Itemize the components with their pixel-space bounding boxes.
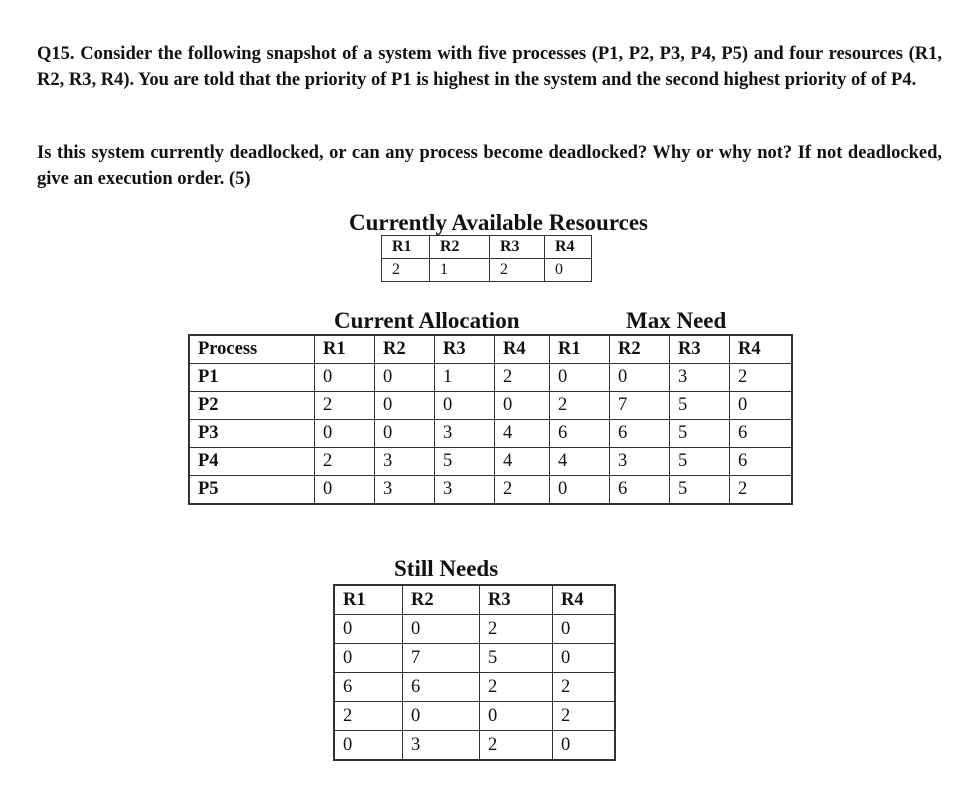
value-cell: 0 bbox=[545, 259, 592, 282]
value-cell: 0 bbox=[553, 644, 615, 673]
allocation-table bbox=[189, 335, 792, 504]
header-cell: R3 bbox=[490, 236, 545, 259]
value-cell: 0 bbox=[315, 364, 375, 392]
table-header-row bbox=[335, 586, 615, 615]
value-cell: 0 bbox=[403, 615, 480, 644]
header-cell: R1 bbox=[315, 336, 375, 364]
question-prompt: Is this system currently deadlocked, or can any process become deadlocked? Why or why not? If not deadlocked, give an execution order. (5) bbox=[37, 143, 942, 189]
value-cell: 2 bbox=[553, 702, 615, 731]
value-cell: 2 bbox=[315, 448, 375, 476]
value-cell: 3 bbox=[375, 476, 435, 504]
value-cell: 6 bbox=[610, 420, 670, 448]
value-cell: 0 bbox=[315, 420, 375, 448]
value-cell: 3 bbox=[610, 448, 670, 476]
value-cell: 2 bbox=[730, 364, 792, 392]
header-cell: R1 bbox=[550, 336, 610, 364]
question-text: Q15. Consider the following snapshot of a system with five processes (P1, P2, P3, P4, P5) and four resources (R1, R2, R3, R4). You are told that the priority of P1 is highest in the system and the second highest priority of of P4. bbox=[37, 44, 942, 90]
value-cell: 2 bbox=[553, 673, 615, 702]
table-row bbox=[190, 392, 792, 420]
header-cell: Process bbox=[190, 336, 315, 364]
value-cell: 0 bbox=[335, 731, 403, 760]
value-cell: 5 bbox=[670, 420, 730, 448]
value-cell: 6 bbox=[550, 420, 610, 448]
process-cell: P5 bbox=[190, 476, 315, 504]
value-cell: 5 bbox=[670, 476, 730, 504]
value-cell: 0 bbox=[315, 476, 375, 504]
header-cell: R3 bbox=[670, 336, 730, 364]
header-cell: R4 bbox=[545, 236, 592, 259]
value-cell: 0 bbox=[550, 476, 610, 504]
value-cell: 6 bbox=[335, 673, 403, 702]
value-cell: 0 bbox=[553, 731, 615, 760]
value-cell: 2 bbox=[480, 615, 553, 644]
table-row bbox=[335, 644, 615, 673]
value-cell: 2 bbox=[495, 364, 550, 392]
value-cell: 5 bbox=[670, 448, 730, 476]
value-cell: 2 bbox=[382, 259, 430, 282]
header-cell: R1 bbox=[335, 586, 403, 615]
value-cell: 0 bbox=[553, 615, 615, 644]
value-cell: 5 bbox=[670, 392, 730, 420]
header-cell: R2 bbox=[403, 586, 480, 615]
value-cell: 4 bbox=[495, 448, 550, 476]
value-cell: 2 bbox=[315, 392, 375, 420]
table-row bbox=[190, 476, 792, 504]
value-cell: 0 bbox=[610, 364, 670, 392]
header-cell: R3 bbox=[480, 586, 553, 615]
table-row bbox=[335, 673, 615, 702]
value-cell: 6 bbox=[730, 420, 792, 448]
value-cell: 0 bbox=[495, 392, 550, 420]
table-row bbox=[190, 364, 792, 392]
value-cell: 4 bbox=[495, 420, 550, 448]
value-cell: 0 bbox=[403, 702, 480, 731]
value-cell: 6 bbox=[730, 448, 792, 476]
value-cell: 4 bbox=[550, 448, 610, 476]
header-cell: R2 bbox=[430, 236, 490, 259]
available-resources-title: Currently Available Resources bbox=[349, 210, 648, 235]
table-header-row bbox=[190, 336, 792, 364]
table-row bbox=[190, 448, 792, 476]
process-cell: P3 bbox=[190, 420, 315, 448]
header-cell: R4 bbox=[730, 336, 792, 364]
value-cell: 0 bbox=[335, 615, 403, 644]
value-cell: 2 bbox=[480, 673, 553, 702]
value-cell: 1 bbox=[435, 364, 495, 392]
value-cell: 5 bbox=[480, 644, 553, 673]
value-cell: 3 bbox=[670, 364, 730, 392]
header-cell: R2 bbox=[375, 336, 435, 364]
value-cell: 5 bbox=[435, 448, 495, 476]
value-cell: 0 bbox=[730, 392, 792, 420]
value-cell: 0 bbox=[375, 392, 435, 420]
table-row bbox=[335, 702, 615, 731]
value-cell: 2 bbox=[495, 476, 550, 504]
value-cell: 1 bbox=[430, 259, 490, 282]
value-cell: 2 bbox=[480, 731, 553, 760]
process-cell: P4 bbox=[190, 448, 315, 476]
max-need-title: Max Need bbox=[626, 308, 727, 333]
value-cell: 2 bbox=[335, 702, 403, 731]
value-cell: 3 bbox=[403, 731, 480, 760]
still-needs-table bbox=[334, 585, 615, 760]
value-cell: 0 bbox=[335, 644, 403, 673]
value-cell: 3 bbox=[375, 448, 435, 476]
header-cell: R2 bbox=[610, 336, 670, 364]
header-cell: R1 bbox=[382, 236, 430, 259]
table-row bbox=[382, 259, 592, 282]
value-cell: 6 bbox=[610, 476, 670, 504]
value-cell: 0 bbox=[480, 702, 553, 731]
table-row bbox=[335, 731, 615, 760]
value-cell: 2 bbox=[730, 476, 792, 504]
value-cell: 0 bbox=[375, 364, 435, 392]
header-cell: R3 bbox=[435, 336, 495, 364]
header-cell: R4 bbox=[495, 336, 550, 364]
table-header-row bbox=[382, 236, 592, 259]
header-cell: R4 bbox=[553, 586, 615, 615]
value-cell: 6 bbox=[403, 673, 480, 702]
value-cell: 7 bbox=[610, 392, 670, 420]
table-row bbox=[335, 615, 615, 644]
value-cell: 7 bbox=[403, 644, 480, 673]
value-cell: 3 bbox=[435, 476, 495, 504]
process-cell: P1 bbox=[190, 364, 315, 392]
value-cell: 2 bbox=[490, 259, 545, 282]
value-cell: 0 bbox=[435, 392, 495, 420]
value-cell: 2 bbox=[550, 392, 610, 420]
current-allocation-title: Current Allocation bbox=[334, 308, 520, 333]
table-row bbox=[190, 420, 792, 448]
process-cell: P2 bbox=[190, 392, 315, 420]
still-needs-title: Still Needs bbox=[394, 556, 499, 581]
value-cell: 0 bbox=[550, 364, 610, 392]
available-resources-table bbox=[381, 235, 592, 282]
value-cell: 0 bbox=[375, 420, 435, 448]
value-cell: 3 bbox=[435, 420, 495, 448]
